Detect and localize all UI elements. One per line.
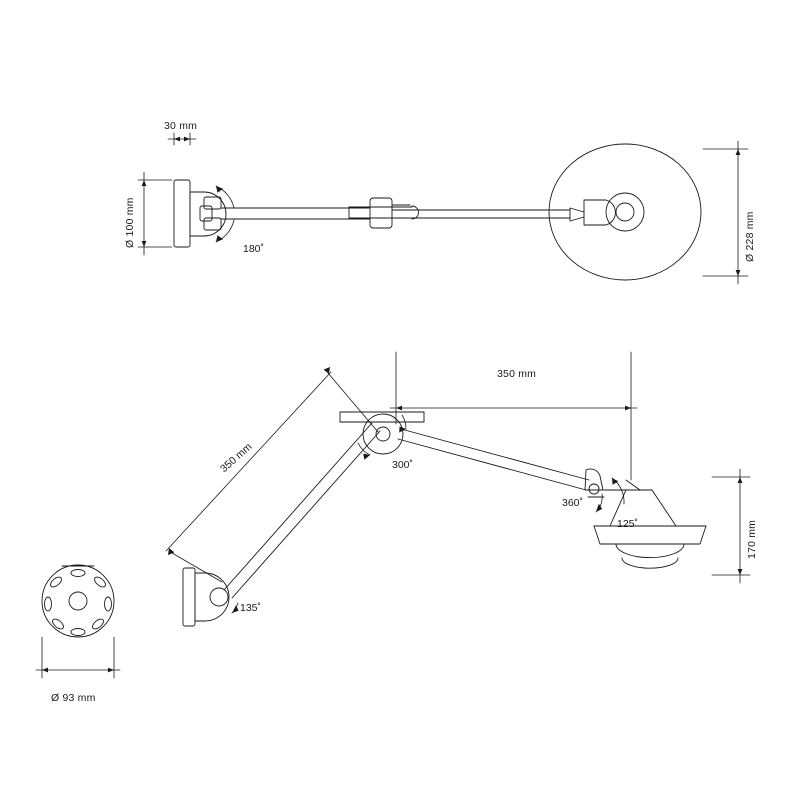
side-view-elbow-joint xyxy=(340,412,424,454)
angle-label-360: 360˚ xyxy=(562,497,584,509)
dim-label-30mm: 30 mm xyxy=(164,120,198,132)
dim-label-350mm-diagonal: 350 mm xyxy=(218,440,255,475)
top-view-arm xyxy=(221,198,584,228)
side-view-shade-mount xyxy=(585,469,604,497)
angle-135-arc xyxy=(232,603,239,613)
dim-350mm-diagonal xyxy=(166,367,378,582)
top-view-wall-joint xyxy=(190,192,226,236)
side-view-upper-arm xyxy=(398,429,589,490)
backplate-face-view xyxy=(42,565,114,637)
dim-label-100mm: Ø 100 mm xyxy=(124,197,136,248)
dim-label-350mm-horizontal: 350 mm xyxy=(497,368,537,380)
angle-label-125: 125˚ xyxy=(617,518,639,530)
side-view-backplate xyxy=(183,568,195,626)
angle-125-arc xyxy=(612,478,624,504)
angle-label-135: 135˚ xyxy=(240,602,262,614)
angle-label-300: 300˚ xyxy=(392,459,414,471)
dim-label-93mm: Ø 93 mm xyxy=(51,692,96,704)
dim-228mm xyxy=(703,141,748,284)
top-view-backplate xyxy=(174,180,190,247)
dim-label-228mm: Ø 228 mm xyxy=(744,211,756,262)
dim-label-170mm: 170 mm xyxy=(746,519,758,559)
side-view-wall-joint xyxy=(195,573,229,621)
dim-100mm xyxy=(138,172,172,255)
dim-93mm xyxy=(36,637,120,678)
angle-label-180: 180˚ xyxy=(243,243,265,255)
dim-170mm xyxy=(712,469,750,583)
top-view-shade xyxy=(549,144,701,280)
dim-30mm xyxy=(168,133,196,145)
side-view-shade xyxy=(594,480,706,568)
angle-180-arc xyxy=(216,186,234,242)
